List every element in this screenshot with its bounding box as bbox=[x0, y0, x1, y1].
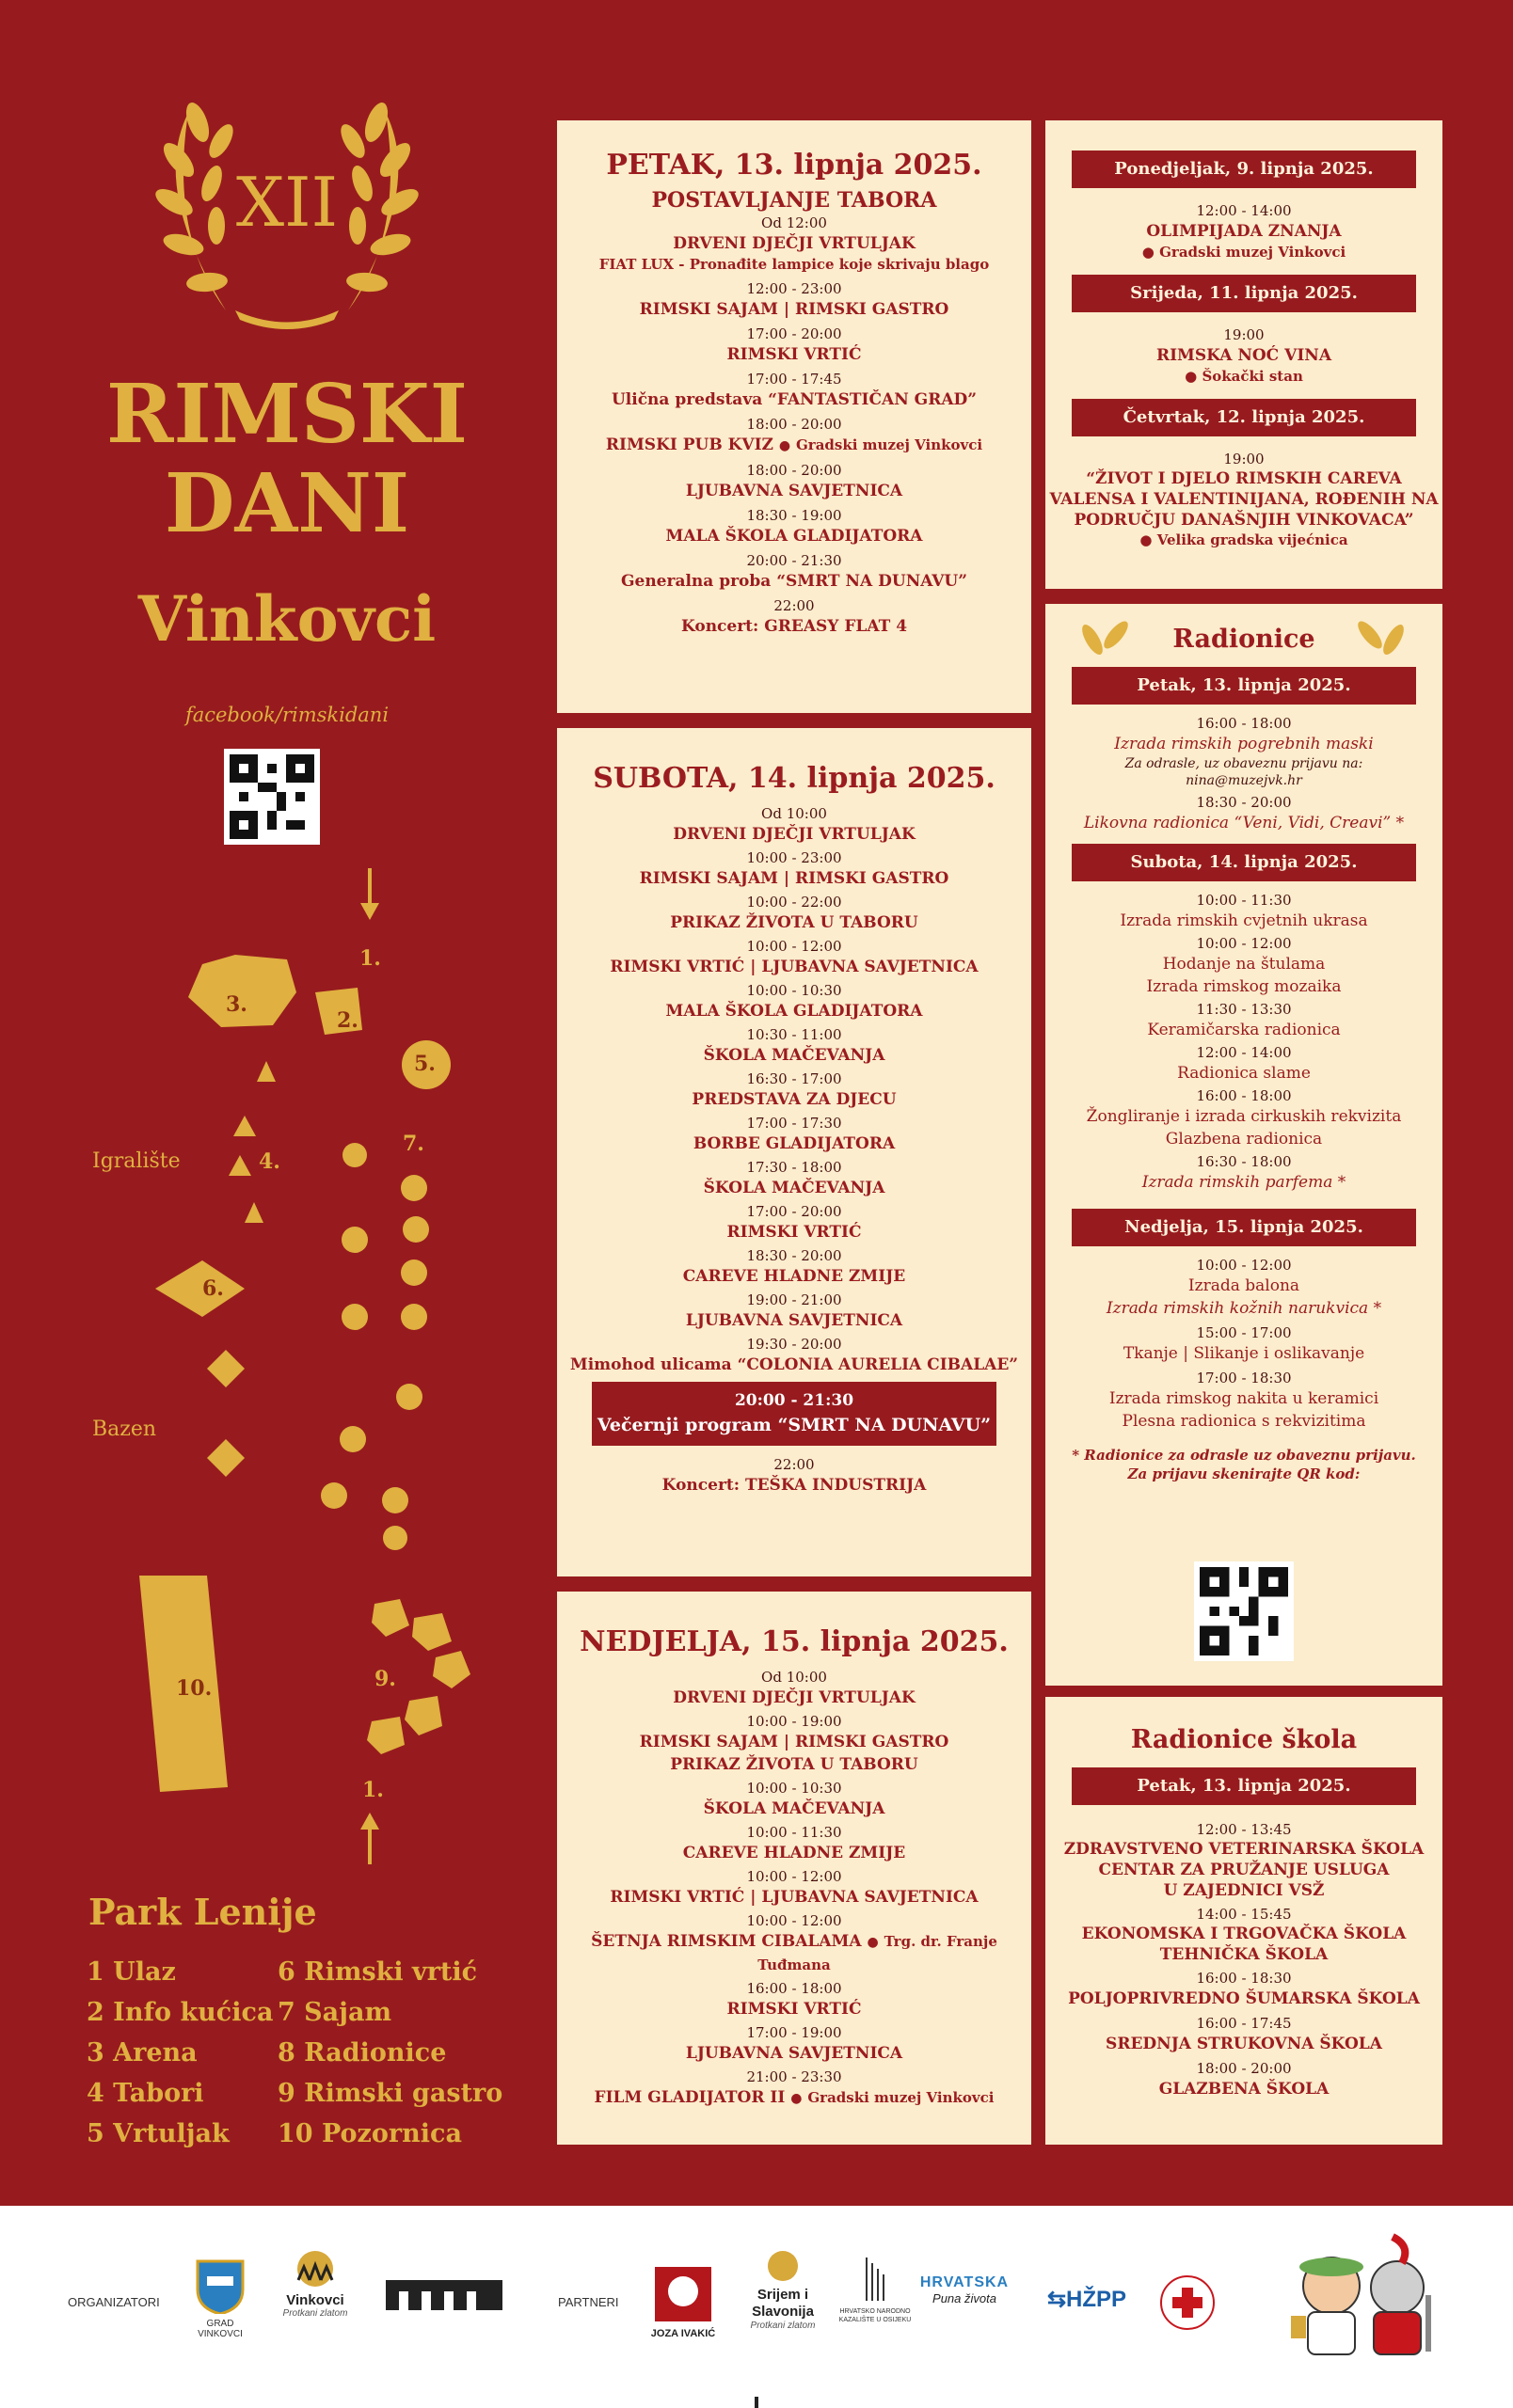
logo-hrvatska[interactable] bbox=[917, 2274, 1011, 2305]
workshop-note: Za odrasle, uz obaveznu prijavu na: bbox=[1124, 756, 1363, 771]
event-title-text: RIMSKI PUB KVIZ bbox=[605, 436, 773, 454]
event-time: 10:00 - 10:30 bbox=[746, 982, 842, 999]
event-title: Mimohod ulicama “COLONIA AURELIA CIBALAE” bbox=[569, 1355, 1019, 1374]
panel-subota bbox=[557, 728, 1031, 1576]
date-bar: Četvrtak, 12. lipnja 2025. bbox=[1072, 399, 1416, 436]
event-time: 10:00 - 23:00 bbox=[746, 849, 842, 866]
logo-text: HRVATSKO NARODNO KAZALIŠTE U OSIJEKU bbox=[838, 2308, 912, 2323]
event-title bbox=[557, 2086, 1031, 2110]
map-number-7: 7. bbox=[403, 1132, 424, 1156]
event-time: 19:30 - 20:00 bbox=[746, 1336, 842, 1353]
event-title: PRIKAZ ŽIVOTA U TABORU bbox=[670, 913, 918, 932]
event-title: Koncert: TEŠKA INDUSTRIJA bbox=[661, 1476, 927, 1495]
map-number-9: 9. bbox=[374, 1667, 396, 1691]
event-title: DRVENI DJEČJI VRTULJAK bbox=[673, 825, 916, 844]
legend-item: 7 Sajam bbox=[278, 1998, 392, 2027]
logo-text: GRAD VINKOVCI bbox=[198, 2319, 243, 2339]
panel-nedjelja bbox=[557, 1592, 1031, 2145]
workshop-title: Keramičarska radionica bbox=[1147, 1021, 1341, 1039]
highlight-title: Večernji program “SMRT NA DUNAVU” bbox=[597, 1415, 992, 1435]
event-title: “ŽIVOT I DJELO RIMSKIH CAREVA bbox=[1086, 469, 1402, 488]
map-number-5: 5. bbox=[414, 1052, 436, 1076]
title-rimski: RIMSKI bbox=[106, 367, 468, 462]
school-name: ZDRAVSTVENO VETERINARSKA ŠKOLA bbox=[1063, 1840, 1425, 1859]
workshop-title: Izrada rimskih pogrebnih maski bbox=[1114, 735, 1374, 753]
laurel-branch-icon bbox=[1064, 611, 1422, 668]
logo-text: JOZA IVAKIĆ bbox=[650, 2328, 716, 2339]
workshop-title: Izrada rimskih cvjetnih ukrasa bbox=[1120, 911, 1368, 930]
map-label-igraliste: Igralište bbox=[92, 1149, 181, 1173]
map-number-6: 6. bbox=[202, 1276, 224, 1301]
event-time: 22:00 bbox=[773, 597, 815, 614]
workshop-title: Glazbena radionica bbox=[1165, 1130, 1323, 1149]
coat-of-arms-icon bbox=[194, 2256, 247, 2314]
theatre-mask-icon bbox=[653, 2265, 713, 2323]
event-time: 18:30 - 19:00 bbox=[746, 507, 842, 524]
school-time: 16:00 - 17:45 bbox=[1196, 2015, 1292, 2032]
event-time: 10:00 - 11:30 bbox=[746, 1824, 842, 1841]
school-name: U ZAJEDNICI VSŽ bbox=[1163, 1881, 1325, 1900]
map-label-bazen: Bazen bbox=[92, 1418, 157, 1441]
legend-item: 9 Rimski gastro bbox=[278, 2079, 503, 2108]
school-name: GLAZBENA ŠKOLA bbox=[1158, 2080, 1330, 2099]
footer-divider bbox=[755, 2397, 758, 2408]
legend-item: 2 Info kućica bbox=[87, 1998, 274, 2027]
school-name: CENTAR ZA PRUŽANJE USLUGA bbox=[1098, 1861, 1390, 1879]
event-title: CAREVE HLADNE ZMIJE bbox=[682, 1844, 906, 1862]
event-time: 19:00 bbox=[1223, 326, 1265, 343]
event-title: ŠKOLA MAČEVANJA bbox=[703, 1179, 885, 1197]
red-cross-icon[interactable] bbox=[1159, 2274, 1216, 2331]
event-title: MALA ŠKOLA GLADIJATORA bbox=[665, 527, 923, 546]
event-time: 10:00 - 12:00 bbox=[746, 938, 842, 955]
school-time: 18:00 - 20:00 bbox=[1196, 2060, 1292, 2077]
event-title: CAREVE HLADNE ZMIJE bbox=[682, 1267, 906, 1286]
map-number-2: 2. bbox=[337, 1008, 358, 1033]
school-time: 16:00 - 18:30 bbox=[1196, 1970, 1292, 1987]
park-title: Park Lenije bbox=[88, 1891, 317, 1933]
legend-item: 5 Vrtuljak bbox=[87, 2119, 230, 2148]
map-number-4: 4. bbox=[259, 1149, 280, 1174]
date-bar: Ponedjeljak, 9. lipnja 2025. bbox=[1072, 150, 1416, 188]
edition-number: XII bbox=[235, 163, 339, 242]
title-city: Vinkovci bbox=[137, 582, 437, 656]
workshop-time: 12:00 - 14:00 bbox=[1196, 1044, 1292, 1061]
map-number-3: 3. bbox=[226, 992, 247, 1017]
event-title: ŠKOLA MAČEVANJA bbox=[703, 1046, 885, 1065]
logo-grad-vinkovci[interactable] bbox=[184, 2256, 256, 2339]
petak-title: PETAK, 13. lipnja 2025. bbox=[606, 149, 982, 182]
event-title: RIMSKI VRTIĆ bbox=[726, 345, 862, 364]
museum-logo-icon[interactable] bbox=[384, 2276, 504, 2314]
event-time: 17:30 - 18:00 bbox=[746, 1159, 842, 1176]
event-location: Trg. dr. Franje Tuđmana bbox=[757, 1933, 997, 1973]
radionice-title: Radionice bbox=[1172, 625, 1315, 654]
event-title: BORBE GLADIJATORA bbox=[693, 1134, 896, 1153]
workshop-time: 10:00 - 11:30 bbox=[1196, 892, 1292, 909]
event-time: 10:00 - 22:00 bbox=[746, 894, 842, 911]
event-time: 16:00 - 18:00 bbox=[746, 1980, 842, 1997]
event-time: Od 10:00 bbox=[761, 1669, 827, 1686]
event-title: RIMSKI SAJAM | RIMSKI GASTRO bbox=[639, 869, 949, 888]
logo-hnk-osijek[interactable] bbox=[837, 2256, 913, 2324]
logo-text: Srijem i bbox=[756, 2287, 809, 2303]
panel-pre-events bbox=[1045, 120, 1442, 589]
dancers-icon bbox=[287, 2250, 343, 2288]
workshop-time: 16:00 - 18:00 bbox=[1196, 715, 1292, 732]
workshop-title: Hodanje na štulama bbox=[1162, 955, 1326, 974]
event-time: 22:00 bbox=[773, 1456, 815, 1473]
event-title: PODRUČJU DANAŠNJIH VINKOVACA” bbox=[1074, 511, 1414, 530]
event-time: 12:00 - 23:00 bbox=[746, 280, 842, 297]
event-title: LJUBAVNA SAVJETNICA bbox=[685, 1311, 903, 1330]
school-name: EKONOMSKA I TRGOVAČKA ŠKOLA bbox=[1081, 1925, 1407, 1943]
logo-text: Slavonija bbox=[752, 2304, 814, 2320]
legend-item: 3 Arena bbox=[87, 2038, 198, 2067]
event-title: LJUBAVNA SAVJETNICA bbox=[685, 2044, 903, 2063]
highlight-evening-program bbox=[592, 1382, 996, 1446]
event-title: ŠKOLA MAČEVANJA bbox=[703, 1799, 885, 1818]
event-title: LJUBAVNA SAVJETNICA bbox=[685, 482, 903, 500]
date-bar: Subota, 14. lipnja 2025. bbox=[1072, 844, 1416, 881]
date-bar: Srijeda, 11. lipnja 2025. bbox=[1072, 275, 1416, 312]
school-time: 14:00 - 15:45 bbox=[1196, 1906, 1292, 1923]
workshop-time: 10:00 - 12:00 bbox=[1196, 1257, 1292, 1274]
event-time: 17:00 - 19:00 bbox=[746, 2024, 842, 2041]
event-title: VALENSA I VALENTINIJANA, ROĐENIH NA bbox=[1049, 490, 1439, 509]
event-time: 12:00 - 14:00 bbox=[1196, 202, 1292, 219]
title-dani: DANI bbox=[164, 456, 410, 551]
signup-note: * Radionice za odrasle uz obaveznu prijavu. bbox=[1072, 1447, 1416, 1464]
organizatori-label: ORGANIZATORI bbox=[68, 2295, 160, 2309]
school-name: SREDNJA STRUKOVNA ŠKOLA bbox=[1106, 2035, 1382, 2053]
event-title: DRVENI DJEČJI VRTULJAK bbox=[673, 234, 916, 253]
petak-subtitle: POSTAVLJANJE TABORA bbox=[651, 188, 937, 213]
event-location-text: Gradski muzej Vinkovci bbox=[1159, 244, 1346, 261]
workshop-title: Izrada balona bbox=[1187, 1276, 1300, 1295]
workshop-email[interactable]: nina@muzejvk.hr bbox=[1186, 773, 1302, 788]
event-title: RIMSKI VRTIĆ bbox=[726, 1223, 862, 1242]
event-time: 18:30 - 20:00 bbox=[746, 1247, 842, 1264]
event-title: Ulična predstava “FANTASTIČAN GRAD” bbox=[611, 390, 978, 409]
location-pin-icon: ● bbox=[1185, 368, 1202, 385]
event-location-text: Velika gradska vijećnica bbox=[1156, 531, 1348, 548]
nedjelja-title: NEDJELJA, 15. lipnja 2025. bbox=[580, 1625, 1009, 1658]
logo-text: Protkani zlatom bbox=[282, 2308, 348, 2319]
qr-code-signup[interactable] bbox=[1194, 1561, 1294, 1661]
park-map bbox=[75, 856, 508, 1909]
event-time: 17:00 - 17:45 bbox=[746, 371, 842, 388]
event-time: Od 10:00 bbox=[761, 805, 827, 822]
event-time: 10:00 - 12:00 bbox=[746, 1912, 842, 1929]
event-time: 21:00 - 23:30 bbox=[746, 2068, 842, 2085]
location-pin-icon: ● bbox=[778, 438, 791, 453]
logo-text: HŽPP bbox=[1066, 2287, 1127, 2312]
event-time: 17:00 - 17:30 bbox=[746, 1115, 842, 1132]
panel-petak bbox=[557, 120, 1031, 713]
event-title: RIMSKA NOĆ VINA bbox=[1155, 346, 1332, 365]
event-time: 20:00 - 21:30 bbox=[746, 552, 842, 569]
signup-note: Za prijavu skenirajte QR kod: bbox=[1127, 1465, 1361, 1482]
event-title: PRIKAZ ŽIVOTA U TABORU bbox=[670, 1755, 918, 1774]
logo-srijem-slavonija[interactable] bbox=[738, 2250, 828, 2331]
event-title: MALA ŠKOLA GLADIJATORA bbox=[665, 1002, 923, 1021]
event-title: FIAT LUX - Pronađite lampice koje skrivaju blago bbox=[598, 256, 990, 273]
logo-text: Puna života bbox=[932, 2291, 996, 2305]
legend-item: 4 Tabori bbox=[87, 2079, 204, 2108]
event-time: 10:00 - 19:00 bbox=[746, 1713, 842, 1730]
event-time: 19:00 - 21:00 bbox=[746, 1291, 842, 1308]
workshop-time: 16:00 - 18:00 bbox=[1196, 1087, 1292, 1104]
event-title bbox=[557, 1930, 1031, 1976]
event-time: 10:00 - 10:30 bbox=[746, 1780, 842, 1797]
workshop-title: Žongliranje i izrada cirkuskih rekvizita bbox=[1086, 1107, 1402, 1126]
legend-item: 1 Ulaz bbox=[87, 1957, 176, 1987]
map-number-1: 1. bbox=[359, 946, 381, 971]
workshop-title: Tkanje | Slikanje i oslikavanje bbox=[1123, 1344, 1365, 1363]
subota-title: SUBOTA, 14. lipnja 2025. bbox=[593, 762, 995, 795]
workshop-title: Likovna radionica “Veni, Vidi, Creavi” * bbox=[1083, 814, 1405, 832]
school-name: TEHNIČKA ŠKOLA bbox=[1159, 1945, 1329, 1964]
facebook-link[interactable]: facebook/rimskidani bbox=[184, 704, 390, 726]
event-title-text: FILM GLADIJATOR II bbox=[594, 2088, 786, 2107]
workshop-time: 10:00 - 12:00 bbox=[1196, 935, 1292, 952]
event-title: RIMSKI VRTIĆ | LJUBAVNA SAVJETNICA bbox=[610, 958, 979, 976]
event-time: 17:00 - 20:00 bbox=[746, 1203, 842, 1220]
map-number-10: 10. bbox=[176, 1676, 213, 1701]
school-name: POLJOPRIVREDNO ŠUMARSKA ŠKOLA bbox=[1068, 1989, 1420, 2008]
event-time: Od 12:00 bbox=[761, 214, 827, 231]
event-location-text: Šokački stan bbox=[1202, 368, 1303, 385]
date-bar: Nedjelja, 15. lipnja 2025. bbox=[1072, 1209, 1416, 1246]
partneri-label: PARTNERI bbox=[558, 2295, 619, 2309]
mascots-icon bbox=[1280, 2229, 1449, 2361]
event-title: PREDSTAVA ZA DJECU bbox=[692, 1090, 897, 1109]
event-time: 19:00 bbox=[1223, 451, 1265, 467]
event-title: Generalna proba “SMRT NA DUNAVU” bbox=[620, 572, 967, 591]
workshop-time: 16:30 - 18:00 bbox=[1196, 1153, 1292, 1170]
legend-item: 8 Radionice bbox=[278, 2038, 447, 2067]
event-title-text: ŠETNJA RIMSKIM CIBALAMA bbox=[591, 1932, 862, 1951]
legend-item: 10 Pozornica bbox=[278, 2119, 462, 2148]
event-title: RIMSKI VRTIĆ | LJUBAVNA SAVJETNICA bbox=[610, 1888, 979, 1907]
location-pin-icon: ● bbox=[1139, 531, 1157, 548]
event-title: RIMSKI VRTIĆ bbox=[726, 2000, 862, 2019]
hnk-lines-icon bbox=[861, 2256, 889, 2303]
logo-joza-ivakic[interactable] bbox=[645, 2265, 721, 2339]
legend-left bbox=[87, 1952, 275, 2154]
workshop-time: 15:00 - 17:00 bbox=[1196, 1324, 1292, 1341]
event-location: Gradski muzej Vinkovci bbox=[796, 436, 983, 453]
location-pin-icon: ● bbox=[867, 1935, 879, 1950]
workshop-title: Izrada rimskih kožnih narukvica * bbox=[1106, 1299, 1382, 1318]
legend-item: 6 Rimski vrtić bbox=[278, 1957, 478, 1987]
workshop-time: 18:30 - 20:00 bbox=[1196, 794, 1292, 811]
school-time: 12:00 - 13:45 bbox=[1196, 1821, 1292, 1838]
panel-radionice bbox=[1045, 604, 1442, 1686]
logo-tz-vinkovci[interactable] bbox=[273, 2250, 358, 2319]
event-time: 10:30 - 11:00 bbox=[746, 1026, 842, 1043]
event-title: RIMSKI SAJAM | RIMSKI GASTRO bbox=[639, 1733, 949, 1751]
event-title: Koncert: GREASY FLAT 4 bbox=[680, 617, 908, 636]
logo-text: Protkani zlatom bbox=[750, 2321, 816, 2331]
event-location: Gradski muzej Vinkovci bbox=[807, 2089, 995, 2106]
workshop-time: 11:30 - 13:30 bbox=[1196, 1001, 1292, 1018]
workshop-title: Plesna radionica s rekvizitima bbox=[1122, 1412, 1366, 1431]
date-bar: Petak, 13. lipnja 2025. bbox=[1072, 667, 1416, 705]
skola-title: Radionice škola bbox=[1130, 1725, 1358, 1754]
date-bar: Petak, 13. lipnja 2025. bbox=[1072, 1767, 1416, 1805]
map-number-1-bottom: 1. bbox=[362, 1778, 384, 1802]
event-title: DRVENI DJEČJI VRTULJAK bbox=[673, 1688, 916, 1707]
workshop-time: 17:00 - 18:30 bbox=[1196, 1370, 1292, 1386]
location-pin-icon: ● bbox=[1141, 244, 1160, 261]
workshop-title: Izrada rimskog nakita u keramici bbox=[1108, 1389, 1379, 1408]
panel-radionice-skola bbox=[1045, 1697, 1442, 2145]
workshop-title: Izrada rimskih parfema * bbox=[1141, 1173, 1346, 1192]
event-location bbox=[1045, 367, 1442, 386]
event-time: 18:00 - 20:00 bbox=[746, 462, 842, 479]
event-time: 10:00 - 12:00 bbox=[746, 1868, 842, 1885]
event-location bbox=[1045, 531, 1442, 549]
logo-hzpp[interactable] bbox=[1035, 2286, 1139, 2313]
event-time: 17:00 - 20:00 bbox=[746, 325, 842, 342]
event-time: 16:30 - 17:00 bbox=[746, 1070, 842, 1087]
location-pin-icon: ● bbox=[790, 2091, 803, 2106]
event-time: 18:00 - 20:00 bbox=[746, 416, 842, 433]
train-icon: ⇆ bbox=[1046, 2287, 1067, 2312]
logo-text: Vinkovci bbox=[286, 2292, 344, 2308]
event-location bbox=[1045, 243, 1442, 261]
event-title bbox=[557, 434, 1031, 457]
highlight-time: 20:00 - 21:30 bbox=[734, 1391, 854, 1410]
logo-text: HRVATSKA bbox=[919, 2274, 1010, 2290]
qr-code-facebook[interactable] bbox=[224, 749, 320, 845]
event-title: OLIMPIJADA ZNANJA bbox=[1146, 222, 1342, 241]
legend-right bbox=[278, 1952, 522, 2154]
workshop-title: Radionica slame bbox=[1177, 1064, 1311, 1083]
workshop-title: Izrada rimskog mozaika bbox=[1146, 977, 1342, 996]
event-title: RIMSKI SAJAM | RIMSKI GASTRO bbox=[639, 300, 949, 319]
sun-icon bbox=[759, 2250, 806, 2282]
